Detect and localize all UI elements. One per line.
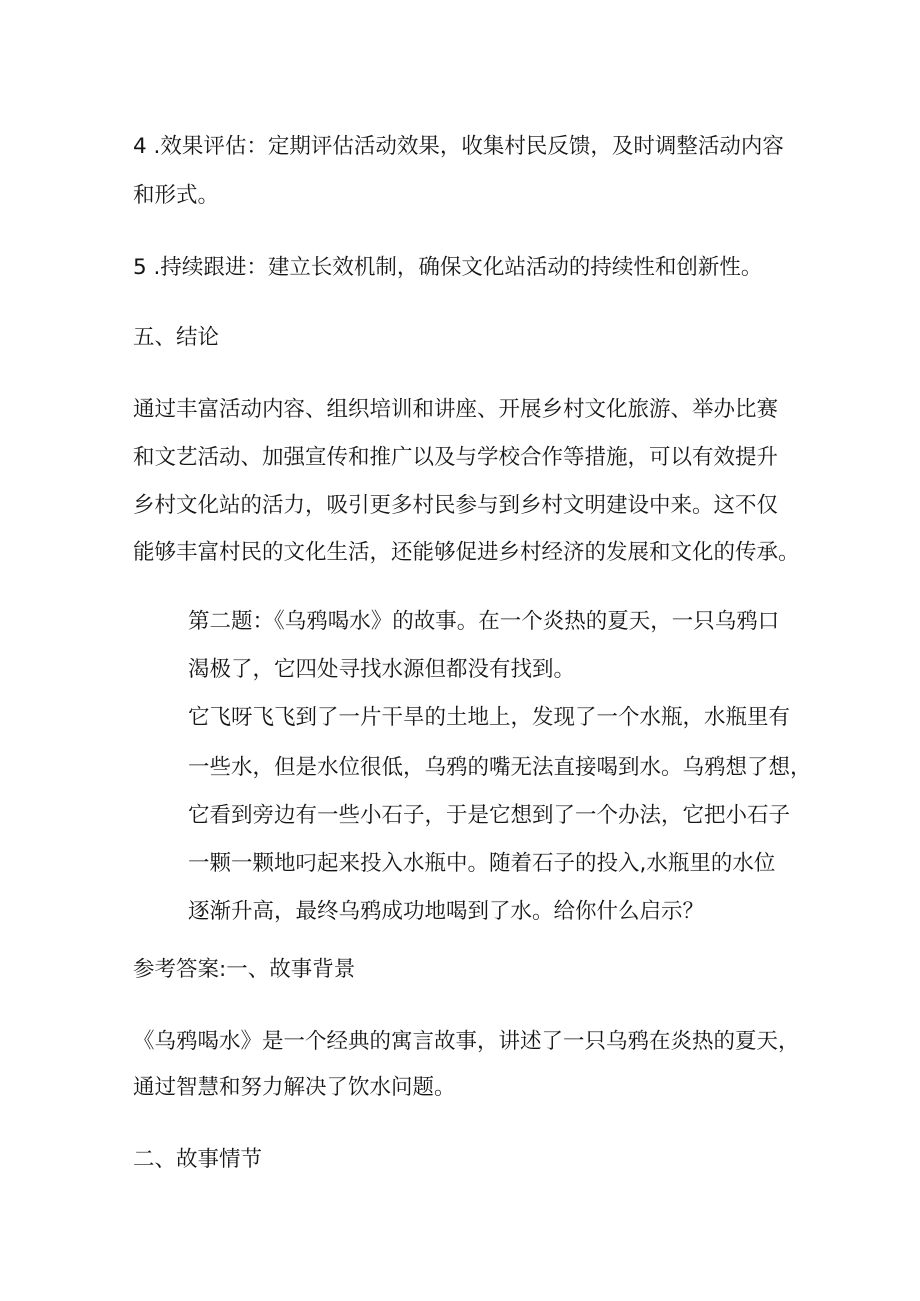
list-item-4-line-1: 4 .效果评估：定期评估活动效果，收集村民反馈，及时调整活动内容 <box>133 134 784 159</box>
conclusion-line-2: 和文艺活动、加强宣传和推广以及与学校合作等措施，可以有效提升 <box>133 445 779 470</box>
list-item-4-line-2: 和形式。 <box>133 183 220 208</box>
answer-heading: 参考答案:一、故事背景 <box>133 957 356 982</box>
conclusion-heading: 五、结论 <box>133 325 220 350</box>
question-line-6: 一颗一颗地叼起来投入水瓶中。随着石子的投入,水瓶里的水位 <box>188 851 776 876</box>
background-line-1: 《乌鸦喝水》是一个经典的寓言故事，讲述了一只乌鸦在炎热的夏天， <box>133 1029 800 1054</box>
question-line-1: 第二题：《乌鸦喝水》的故事。在一个炎热的夏天，一只乌鸦口 <box>188 609 780 634</box>
conclusion-line-3: 乡村文化站的活力，吸引更多村民参与到乡村文明建设中来。这不仅 <box>133 493 779 518</box>
question-line-7: 逐渐升高，最终乌鸦成功地喝到了水。给你什么启示？ <box>188 899 705 924</box>
conclusion-line-1: 通过丰富活动内容、组织培训和讲座、开展乡村文化旅游、举办比赛 <box>133 397 779 422</box>
list-item-5-line-1: 5 .持续跟进：建立长效机制，确保文化站活动的持续性和创新性。 <box>133 255 763 280</box>
question-line-2: 渴极了，它四处寻找水源但都没有找到。 <box>188 657 576 682</box>
question-line-4: 一些水，但是水位很低，乌鸦的嘴无法直接喝到水。乌鸦想了想， <box>188 755 812 780</box>
plot-heading: 二、故事情节 <box>133 1147 263 1172</box>
background-line-2: 通过智慧和努力解决了饮水问题。 <box>133 1075 456 1100</box>
question-line-3: 它飞呀飞飞到了一片干旱的土地上，发现了一个水瓶，水瓶里有 <box>188 705 791 730</box>
conclusion-line-4: 能够丰富村民的文化生活，还能够促进乡村经济的发展和文化的传承。 <box>133 540 800 565</box>
question-line-5: 它看到旁边有一些小石子，于是它想到了一个办法，它把小石子 <box>188 803 791 828</box>
